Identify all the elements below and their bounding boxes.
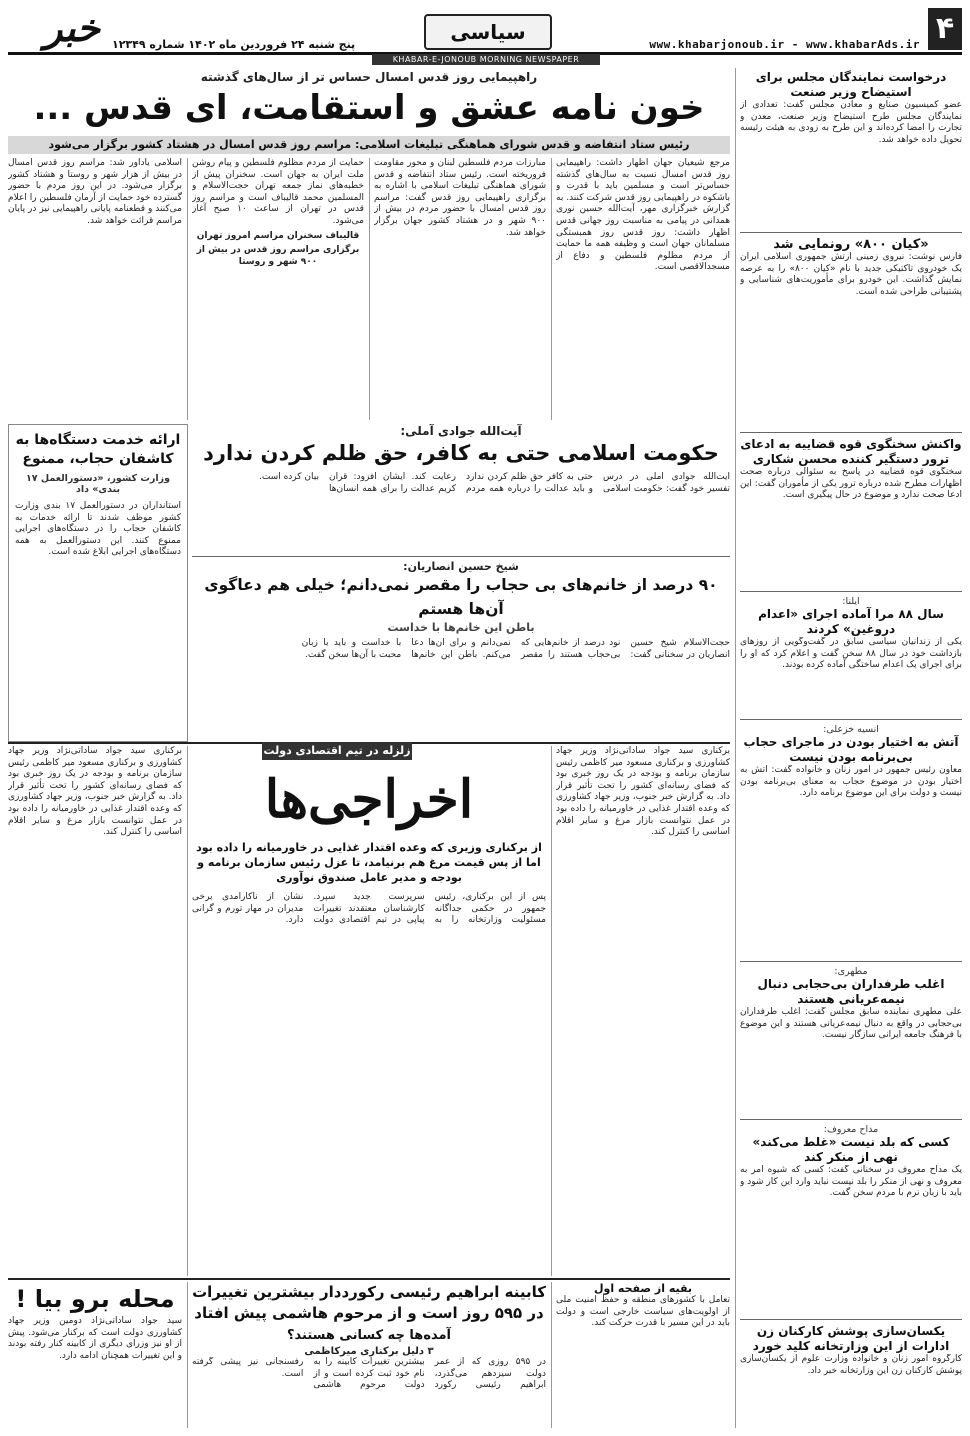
- lead-body-col-4: [8, 158, 182, 420]
- hijab-services-title: ارائه خدمت دستگاه‌ها به کاشفان حجاب، ممنوع: [15, 432, 181, 467]
- column-rule: [551, 746, 552, 1276]
- english-name: KHABAR-E-JONOUB MORNING NEWSPAPER: [392, 55, 580, 64]
- main-headline: اخراجی‌ها: [264, 769, 474, 830]
- sidebar-rule: [735, 68, 736, 1428]
- lead-headline: خون نامه عشق و استقامت، ای قدس ...: [33, 88, 705, 128]
- column-rule: [551, 158, 552, 420]
- sidebar-title-5: آتش به اختیار بودن در ماجرای حجاب بی‌برنامه بودن نیست: [743, 735, 959, 764]
- hijab-headline: ۹۰ درصد از خانم‌های بی حجاب را مقصر نمی‌دانم؛ خیلی هم دعاگوی آن‌ها هستم: [204, 576, 718, 618]
- sidebar-title-1: درخواست نمایندگان مجلس برای استیضاح وزیر صنعت: [755, 70, 947, 99]
- english-name-bar: [372, 54, 600, 65]
- quote-article: [192, 424, 730, 552]
- cabinet-body: در ۵۹۵ روزی که از عمر دولت سیزدهم می‌گذرد، ابراهیم رئیسی رکورد بیشترین تغییرات کابینه را به نام خود ثبت کرده است و از دولت مرحوم هاشمی رفسنجانی نیز پیشی گرفته است.: [192, 1357, 546, 1391]
- sidebar-body-7: یک مداح معروف در سخنانی گفت: کسی که شیوه امر به معروف و نهی از منکر را بلد نیست نباید وارد این کار شود و باید با زبان نرم با مردم سخن گفت.: [740, 1165, 962, 1199]
- sidebar-title-8: یکسان‌سازی پوشش کارکنان زن ادارات از این وزارتخانه کلید خورد: [752, 1324, 950, 1353]
- lead-kicker: راهپیمایی روز قدس امسال حساس تر از سال‌های گذشته: [200, 70, 538, 84]
- lead-body-4: اسلامی یادآور شد: مراسم روز قدس امسال در بیش از هزار شهر و روستا و هشتاد کشور برگزار می‌شود. در این روز مردم با حضور گسترده خود حمایت از آرمان فلسطین را اعلام می‌کنند و قطعنامه پایانی راهپیمایی نیز در پایان مراسم قرائت خواهد شد.: [8, 158, 182, 226]
- lead-subheadline: رئیس ستاد انتفاضه و قدس شورای هماهنگی تبلیغات اسلامی: مراسم روز قدس امسال در هشتاد کشور برگزار می‌شود: [8, 136, 730, 154]
- mahale-headline: محله برو بیا !: [15, 1285, 175, 1313]
- sidebar-body-3: سخنگوی قوه قضاییه در پاسخ به سئوالی درباره صحت اظهارات مطرح شده درباره ترور یکی از مأموران گفت: این ادعا صحت ندارد و موضوع در حال پیگیری است.: [740, 467, 962, 501]
- sidebar-divider: [740, 591, 962, 592]
- lead-caption-1: قالیباف سخنران مراسم امروز تهران: [196, 230, 360, 241]
- divider: [8, 1278, 730, 1280]
- section-title: سیاسی: [450, 20, 526, 44]
- quote-body: آیت‌الله جوادی آملی در درس تفسیر خود گفت: حکومت اسلامی حتی به کافر حق ظلم کردن ندارد و باید عدالت را درباره همه مردم رعایت کند. ایشان افزود: قرآن کریم عدالت را برای همه انسان‌ها بیان کرده است.: [258, 472, 730, 494]
- sidebar-body-1: عضو کمیسیون صنایع و معادن مجلس گفت: تعدادی از نمایندگان مجلس طرح استیضاح وزیر صنعت، معدن و تجارت را امضا کرده‌اند و این طرح به زودی به هیئت رئیسه تحویل داده خواهد شد.: [740, 100, 962, 145]
- sidebar-kicker-4: ایلنا:: [842, 596, 860, 607]
- cabinet-headline: کابینه ابراهیم رئیسی رکورددار بیشترین تغییرات در ۵۹۵ روز است و از مرحوم هاشمی پیش افتاد: [192, 1283, 546, 1322]
- sidebar-title-4: سال ۸۸ مرا آماده اجرای «اعدام دروغین» کردند: [758, 607, 944, 636]
- sidebar-divider: [740, 961, 962, 962]
- sidebar-body-4: یکی از زندانیان سیاسی سابق در گفت‌وگویی از روزهای بازداشت خود در سال ۸۸ سخن گفت و اعلام کرد که او را برای اجرای یک اعدام ساختگی آماده کرده بودند.: [740, 637, 962, 671]
- lead-body-2: مبارزات مردم فلسطین لبنان و محور مقاومت فروریخته است. رئیس ستاد انتفاضه و قدس شورای هماهنگی تبلیغات اسلامی با اشاره به برگزاری راهپیمایی روز قدس گفت: مراسم روز قدس امسال با حضور مردم در بیش از ۹۰۰ شهر و در هشتاد کشور جهان برگزار خواهد شد.: [374, 158, 546, 238]
- hijab-services-body: استانداران در دستورالعمل ۱۷ بندی وزارت کشور موظف شدند تا ارائه خدمات به کاشفان حجاب را در دستگاه‌های اجرایی ممنوع کنند. این دستورالعمل به همه دستگاه‌های اجرایی ابلاغ شده است.: [15, 501, 181, 558]
- date-line: پنج شنبه ۲۴ فروردین ماه ۱۴۰۲ شماره ۱۲۳۴۹: [112, 38, 356, 51]
- sidebar-kicker-7: مداح معروف:: [823, 1124, 879, 1135]
- logo-text: خبر: [44, 5, 100, 50]
- main-kicker: زلزله در تیم اقتصادی دولت: [263, 744, 411, 757]
- hijab-article: [192, 560, 730, 740]
- sidebar: [740, 70, 962, 1390]
- hijab-kicker: شیخ حسین انصاریان:: [403, 560, 519, 573]
- quote-headline: حکومت اسلامی حتی به کافر، حق ظلم کردن ندارد: [203, 441, 719, 465]
- main-body-3: برکناری سید جواد ساداتی‌نژاد وزیر جهاد کشاورزی و برکناری مسعود میر کاظمی رئیس سازمان برنامه و بودجه در یک روز خبری بود که فضای رسانه‌ای کشور را تحت تأثیر قرار داد. به گزارش خبر جنوب، وزیر جهاد کشاورزی که وعده اقتدار غذایی در خاورمیانه را داده بود در عمل نتوانست بازار مرغ و سایر اقلام اساسی را کنترل کند.: [8, 746, 182, 838]
- sidebar-divider: [740, 432, 962, 433]
- sidebar-title-3: واکنش سخنگوی قوه قضاییه به ادعای ترور دستگیر کننده محسن شکاری: [740, 437, 962, 466]
- column-rule: [369, 158, 370, 420]
- sidebar-title-2: «کیان ۸۰۰» رونمایی شد: [773, 237, 929, 252]
- hijab-subheadline: باطن این خانم‌ها با خداست: [387, 621, 535, 634]
- website: www.khabarjonoub.ir - www.khabarAds.ir: [649, 38, 920, 51]
- mahale-body: سید جواد ساداتی‌نژاد دومین وزیر جهاد کشاورزی دولت است که برکنار می‌شود. پیش از او نیز وزرای دیگری از کابینه کنار رفته بودند و این تغییرات همچنان ادامه دارد.: [8, 1316, 182, 1361]
- sidebar-divider: [740, 719, 962, 720]
- main-body: برکناری سید جواد ساداتی‌نژاد وزیر جهاد کشاورزی و برکناری مسعود میر کاظمی رئیس سازمان برنامه و بودجه در یک روز خبری بود که فضای رسانه‌ای کشور را تحت تأثیر قرار داد. به گزارش خبر جنوب، وزیر جهاد کشاورزی که وعده اقتدار غذایی در خاورمیانه را داده بود در عمل نتوانست بازار مرغ و سایر اقلام اساسی را کنترل کند.: [556, 746, 730, 838]
- logo: [8, 6, 100, 50]
- column-rule: [551, 1282, 552, 1428]
- main-body-right: [556, 746, 730, 1276]
- cabinet-sub: آمده‌ها چه کسانی هستند؟: [286, 1328, 452, 1343]
- sidebar-body-8: کارگروه امور زنان و خانواده وزارت علوم از یکسان‌سازی پوشش کارکنان زن این وزارتخانه خبر داد.: [740, 1354, 962, 1376]
- mahale-story: [8, 1282, 182, 1428]
- sidebar-title-6: اغلب طرفداران بی‌حجابی دنبال نیمه‌عریانی هستند: [757, 977, 945, 1006]
- continued-body: تعامل با کشورهای منطقه و حفظ امنیت ملی از اولویت‌های سیاست خارجی است و دولت باید در این مسیر با قدرت حرکت کند.: [556, 1295, 730, 1329]
- sidebar-body-5: معاون رئیس جمهور در امور زنان و خانواده گفت: آتش به اختیار بودن در موضوع حجاب به معنای بی‌برنامه بودن نیست و دولت برای این موضوع برنامه دارد.: [740, 765, 962, 799]
- continued-title: بقیه از صفحه اول: [593, 1282, 693, 1295]
- divider: [192, 556, 730, 557]
- main-subheadline: از برکناری وزیری که وعده اقتدار غذایی در خاورمیانه را داده بود اما از پس قیمت مرغ هم برنیامد، تا عزل رئیس سازمان برنامه و بودجه و مدیر عامل صندوق نوآوری: [196, 841, 542, 884]
- column-rule: [187, 746, 188, 1276]
- sidebar-kicker-6: مطهری:: [834, 966, 868, 977]
- main-body-2: پس از این برکناری، رئیس جمهور در حکمی جداگانه مسئولیت وزارتخانه را به سرپرست جدید سپرد. کارشناسان معتقدند تغییرات پیاپی در تیم اقتصادی دولت نشان از ناکارآمدی برخی مدیران در مهار تورم و گرانی دارد.: [192, 892, 546, 926]
- cabinet-story: [192, 1282, 546, 1428]
- sidebar-body-6: علی مطهری نماینده سابق مجلس گفت: اغلب طرفداران بی‌حجابی در واقع به دنبال نیمه‌عریانی هستند و این موضوع با فرهنگ جامعه ایرانی سازگار نیست.: [740, 1007, 962, 1041]
- quote-kicker: آیت‌الله جوادی آملی:: [400, 424, 522, 438]
- lead-body-col-3: [192, 158, 364, 420]
- page-number: ۴: [935, 11, 955, 46]
- hijab-services-kicker: وزارت کشور، «دستورالعمل ۱۷ بندی» داد: [25, 473, 171, 495]
- sidebar-title-7: کسی که بلد نیست «غلط می‌کند» نهی از منکر کند: [752, 1135, 950, 1164]
- sidebar-divider: [740, 232, 962, 233]
- lead-caption-2: برگزاری مراسم روز قدس در بیش از ۹۰۰ شهر و روستا: [196, 245, 360, 267]
- page-number-box: [928, 8, 962, 50]
- sidebar-divider: [740, 1319, 962, 1320]
- main-body-middle: [192, 892, 546, 1276]
- lead-body-1: مرجع شیعیان جهان اظهار داشت: راهپیمایی روز قدس امسال نسبت به سال‌های گذشته حساس‌تر است و مسلمین باید با قدرت و باشکوه در راهپیمایی روز قدس شرکت کنند. به گزارش خبرگزاری مهر، آیت‌الله حسین نوری همدانی در پیامی به مناسبت روز جهانی قدس اظهار داشت: روز قدس روز همبستگی مسلمانان جهان است و وظیفه همه ما حمایت از مردم مظلوم فلسطین و دفاع از مسجدالاقصی است.: [556, 158, 730, 273]
- sidebar-body-2: فارس نوشت: نیروی زمینی ارتش جمهوری اسلامی ایران یک خودروی تاکتیکی جدید با نام «کیان ۸۰۰» را به عرصه نمایش گذاشت. این خودرو برای مأموریت‌های شناسایی و پشتیبانی طراحی شده است.: [740, 252, 962, 297]
- column-rule: [187, 1282, 188, 1428]
- lead-body-col-2: [374, 158, 546, 420]
- main-kicker-bar: [262, 742, 412, 760]
- main-body-left: [8, 746, 182, 1276]
- hijab-services-box: [8, 424, 188, 742]
- sidebar-divider: [740, 1119, 962, 1120]
- hijab-body: حجت‌الاسلام شیخ حسین انصاریان در سخنانی گفت: نود درصد از خانم‌هایی که بی‌حجاب هستند را مقصر نمی‌دانم و برای آن‌ها دعا می‌کنم. باطن این خانم‌ها با خداست و باید با زبان محبت با آن‌ها سخن گفت.: [301, 638, 730, 660]
- lead-body-col-1: [556, 158, 730, 420]
- cabinet-reasons: ۳ دلیل برکناری میرکاظمی: [304, 1346, 434, 1357]
- column-rule: [187, 158, 188, 420]
- continued-box: [556, 1282, 730, 1428]
- section-tab: [424, 14, 552, 50]
- lead-body-3: حمایت از مردم مظلوم فلسطین و پیام روشن ملت ایران به جهان است. سخنران پیش از خطبه‌های نماز جمعه تهران حجت‌الاسلام و المسلمین محمد قالیباف است و مراسم روز قدس در تهران از ساعت ۱۰ صبح آغاز می‌شود.: [192, 158, 364, 226]
- sidebar-kicker-5: انسیه خزعلی:: [823, 724, 879, 735]
